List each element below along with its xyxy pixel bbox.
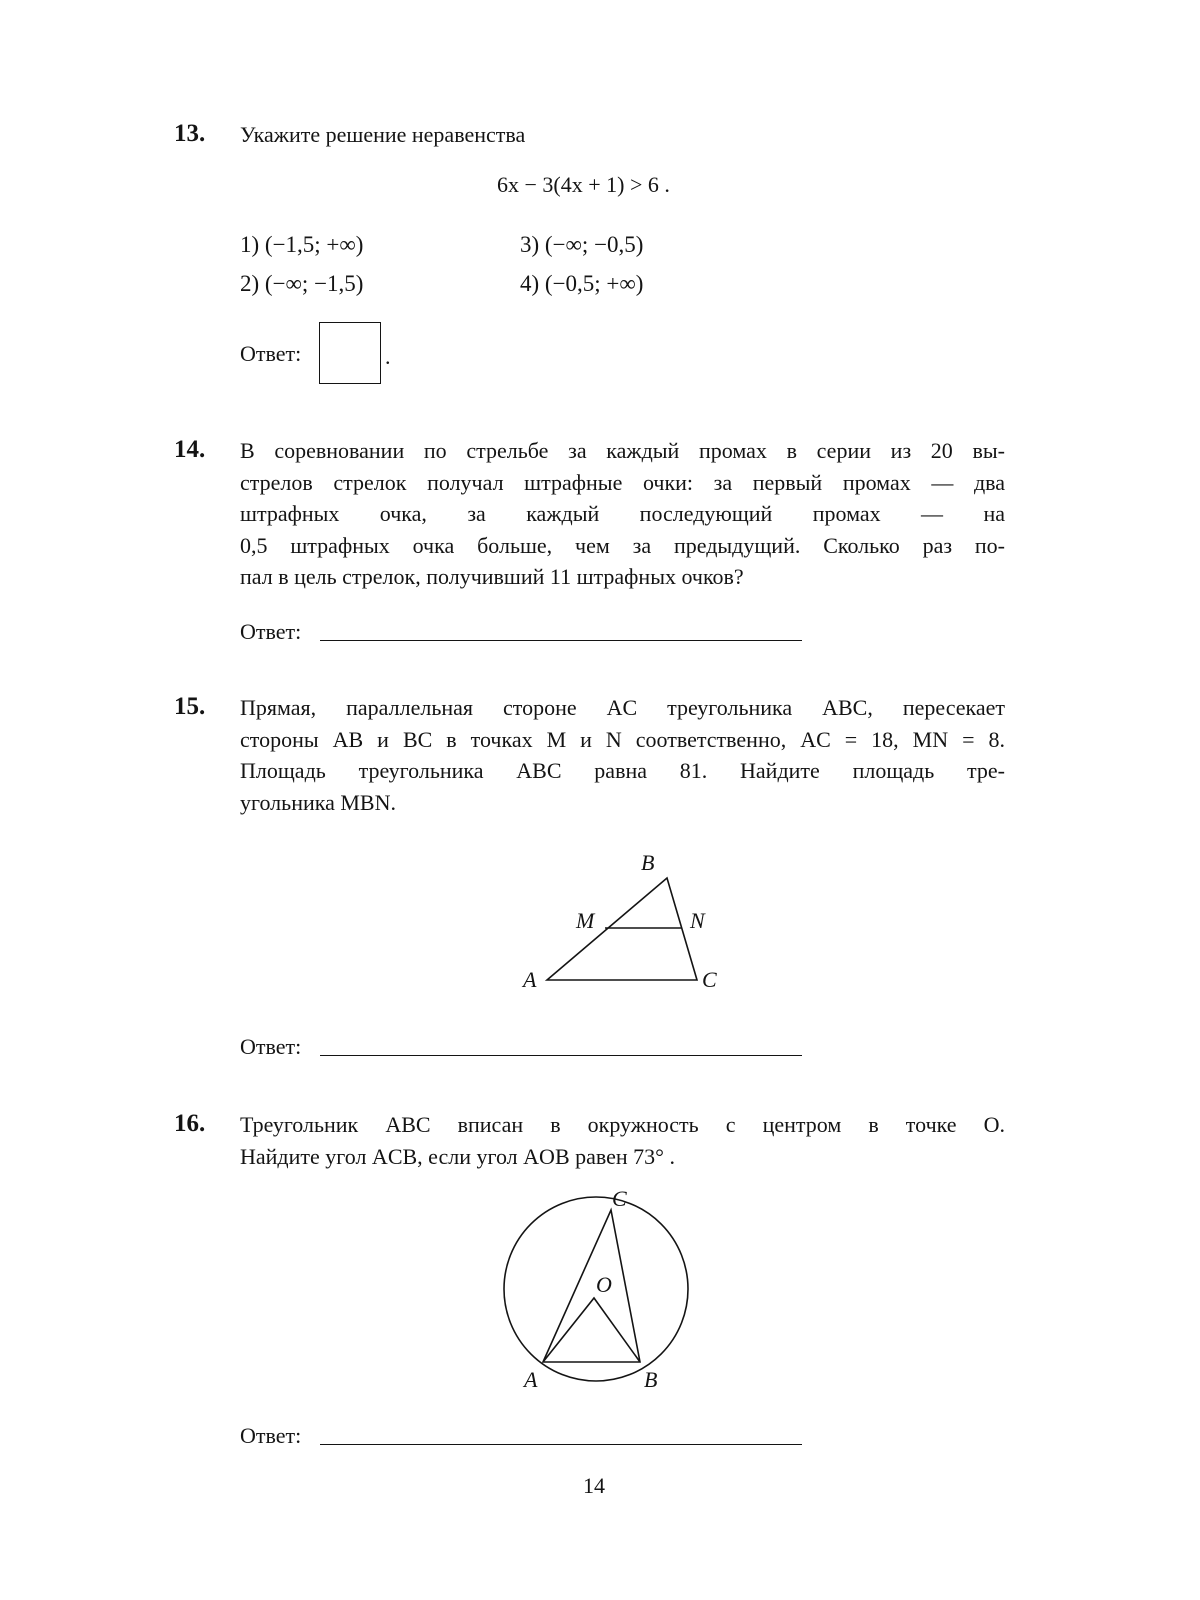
- problem-13-text: Укажите решение неравенства: [240, 122, 526, 147]
- problem-15-number: 15.: [174, 693, 206, 720]
- problem-14-line-4: 0,5 штрафных очка больше, чем за предыдущий. Сколько раз по-: [240, 532, 1005, 558]
- problem-14-line-2: стрелов стрелок получал штрафные очки: за первый промах — два: [240, 469, 1005, 495]
- problem-16-line-1: Треугольник ABC вписан в окружность с центром в точке O.: [240, 1112, 1005, 1137]
- circle-label-b: B: [644, 1367, 658, 1392]
- problem-16-number: 16.: [174, 1110, 206, 1137]
- circle-label-c: C: [612, 1186, 627, 1211]
- problem-15-line-3: Площадь треугольника ABC равна 81. Найдите площадь тре-: [240, 758, 1005, 783]
- problem-16-line-2: Найдите угол ACB, если угол AOB равен 73° .: [240, 1143, 675, 1169]
- problem-13-formula: 6x − 3(4x + 1) > 6 .: [497, 172, 670, 197]
- problem-16-answer-label: Ответ:: [240, 1423, 302, 1448]
- problem-13-answer-label: Ответ:: [240, 341, 302, 366]
- triangle-label-c: C: [702, 967, 717, 992]
- problem-14-number: 14.: [174, 436, 206, 463]
- problem-13-answer-dot: .: [385, 344, 391, 369]
- problem-15-line-2: стороны AB и BC в точках M и N соответственно, AC = 18, MN = 8.: [240, 726, 1005, 752]
- problem-15-line-4: угольника MBN.: [240, 789, 396, 815]
- option-2: 2) (−∞; −1,5): [240, 271, 364, 296]
- problem-15-line-1: Прямая, параллельная стороне AC треугольника ABC, пересекает: [240, 695, 1005, 720]
- triangle-label-m: M: [576, 908, 595, 933]
- problem-15-answer-label: Ответ:: [240, 1034, 302, 1059]
- option-1: 1) (−1,5; +∞): [240, 232, 364, 257]
- problem-13-number: 13.: [174, 120, 206, 147]
- problem-14-line-5: пал в цель стрелок, получивший 11 штрафных очков?: [240, 564, 744, 589]
- problem-16-answer-line[interactable]: [320, 1444, 802, 1445]
- problem-14-line-1: В соревновании по стрельбе за каждый промах в серии из 20 вы-: [240, 438, 1005, 463]
- triangle-label-b: B: [641, 850, 655, 875]
- problem-14-answer-label: Ответ:: [240, 619, 302, 644]
- circle-label-a: A: [524, 1367, 538, 1392]
- triangle-label-a: A: [523, 967, 537, 992]
- problem-14-line-3: штрафных очка, за каждый последующий промах — на: [240, 501, 1005, 526]
- circle-label-o: O: [596, 1272, 612, 1297]
- option-4: 4) (−0,5; +∞): [520, 271, 644, 296]
- option-3: 3) (−∞; −0,5): [520, 232, 644, 257]
- page-number: 14: [583, 1473, 605, 1498]
- triangle-label-n: N: [690, 908, 705, 933]
